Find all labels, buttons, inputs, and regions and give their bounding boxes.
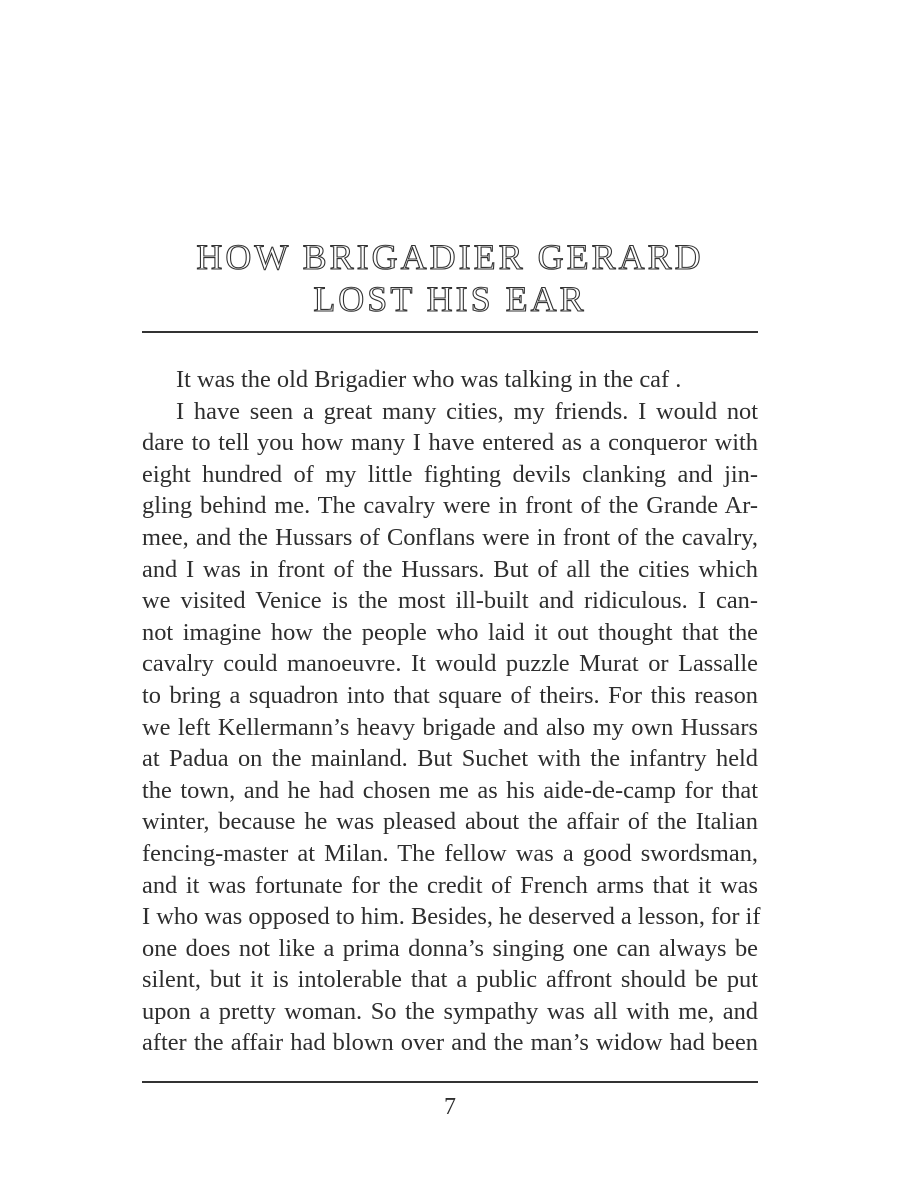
paragraph-line: after the affair had blown over and the man’s widow had been bbox=[142, 1029, 758, 1057]
page-number: 7 bbox=[444, 1094, 456, 1120]
paragraph-line: winter, because he was pleased about the affair of the Italian bbox=[142, 808, 758, 836]
paragraph-line: mee, and the Hussars of Conflans were in front of the cavalry, bbox=[142, 523, 758, 551]
paragraph-line: eight hundred of my little fighting devils clanking and jin- bbox=[142, 460, 758, 488]
chapter-title bbox=[142, 236, 758, 320]
paragraph-line: It was the old Brigadier who was talking in the caf . bbox=[176, 366, 682, 393]
paragraph-line: dare to tell you how many I have entered as a conqueror with bbox=[142, 429, 758, 457]
paragraph-line: one does not like a prima donna’s singing one can always be bbox=[142, 934, 758, 962]
paragraph-line: fencing-master at Milan. The fellow was a good swordsman, bbox=[142, 839, 758, 867]
body-text bbox=[142, 364, 761, 1059]
paragraph-line: silent, but it is intolerable that a public affront should be put bbox=[142, 966, 758, 994]
paragraph-line: and it was fortunate for the credit of French arms that it was bbox=[142, 871, 758, 899]
paragraph-line: gling behind me. The cavalry were in front of the Grande Ar- bbox=[142, 492, 758, 520]
chapter-title-line-2: LOST HIS EAR bbox=[313, 279, 587, 319]
bottom-divider-rule bbox=[142, 1081, 758, 1083]
paragraph-line: the town, and he had chosen me as his aide-de-camp for that bbox=[142, 776, 758, 804]
paragraph-line: to bring a squadron into that square of theirs. For this reason bbox=[142, 681, 758, 709]
paragraph-line: I who was opposed to him. Besides, he deserved a lesson, for if bbox=[142, 903, 761, 931]
top-divider-rule bbox=[142, 331, 758, 333]
paragraph-line: I have seen a great many cities, my friends. I would not bbox=[176, 397, 758, 425]
paragraph-line: we left Kellermann’s heavy brigade and also my own Hussars bbox=[142, 713, 758, 741]
paragraph-line: not imagine how the people who laid it out thought that the bbox=[142, 618, 758, 646]
paragraph-line: cavalry could manoeuvre. It would puzzle Murat or Lassalle bbox=[142, 650, 758, 678]
paragraph-line: at Padua on the mainland. But Suchet with the infantry held bbox=[142, 745, 758, 773]
paragraph-line: we visited Venice is the most ill-built and ridiculous. I can- bbox=[142, 587, 758, 615]
paragraph-line: and I was in front of the Hussars. But of all the cities which bbox=[142, 555, 758, 583]
chapter-title-line-1: HOW BRIGADIER GERARD bbox=[196, 237, 704, 277]
paragraph-line: upon a pretty woman. So the sympathy was all with me, and bbox=[142, 997, 758, 1025]
